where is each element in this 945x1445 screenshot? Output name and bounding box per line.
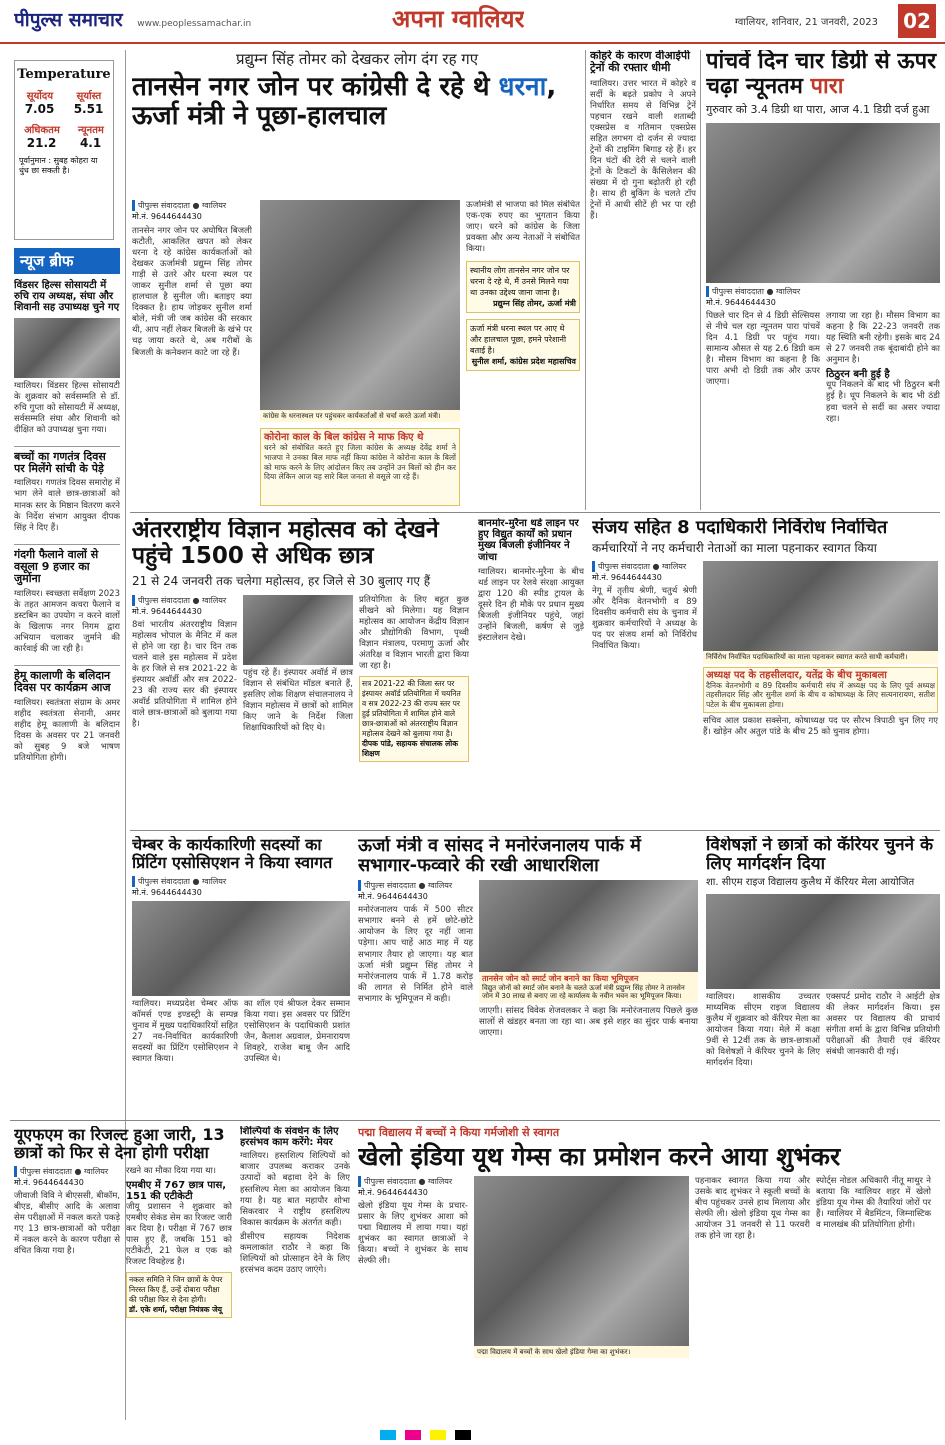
brief-body: ग्वालियर। स्वच्छता सर्वेक्षण 2023 के तहत आमजन कचरा फैलाने व डस्टबिन का उपयोग न करने वालों के खिलाफ नगर निगम द्वारा अभियान चलाकर जुर्माने की कार्रवाई की जा रही है। <box>14 588 120 654</box>
column-rule <box>700 50 701 510</box>
games-caption: पद्मा विद्यालय में बच्चों के साथ खेलो इंडिया गेम्स का शुभंकर। <box>474 1346 689 1358</box>
black-swatch <box>455 1430 471 1440</box>
phone: मो.नं. 9644644430 <box>132 887 202 897</box>
min-temp: 4.1 <box>79 136 102 150</box>
sunrise-label: सूर्योदय <box>26 91 53 102</box>
brief-headline: गंदगी फैलाने वालों से वसूला 9 हजार का जुर्माना <box>14 544 120 586</box>
science-photo <box>243 595 353 665</box>
brief-headline: बच्चों का गणतंत्र दिवस पर मिलेंगे सांची के पेड़े <box>14 446 120 476</box>
train-story <box>590 50 696 508</box>
lead-right-col <box>466 200 580 505</box>
train-body: ग्वालियर। उत्तर भारत में कोहरे व सर्दी के बढ़ते प्रकोप ने अपने निर्धारित समय से विभिन्न ट्रेनें पहचान रखने वाली शताब्दी एक्सप्रेस व गतिमान एक्सप्रेस सहित लगभग दो दर्जन से ज्यादा ट्रेनों की टाइमिंग बिगाड़ रहे हैं। हर दिन घंटों की देरी से चलने वाली ट्रेनों के टिकटों के कैंसिलेशन की संख्या में दो गुना बढ़ोतरी हो रही है। साथ ही बुकिंग के चलते टॉप ट्रेनों में आधी सीटें ही भर पा रही हैं। <box>590 78 696 222</box>
games-right-body2: स्पोर्ट्स नोडल अधिकारी नीतू माथुर ने बताया कि ग्वालियर शहर में खेलो इंडिया यूथ गेम्स की तैयारियां जोरों पर हैं। ग्वालियर में बैडमिंटन, जिम्नास्टिक व मालखंब की प्रतियोगिता होगी। <box>816 1175 931 1230</box>
temp-labels <box>15 122 113 136</box>
lead-kicker: प्रद्युम्न सिंह तोमर को देखकर लोग दंग रह गए <box>235 50 479 68</box>
max-temp: 21.2 <box>26 136 57 150</box>
sidebox-body: धरने को संबोधित करते हुए जिला कांग्रेस के अध्यक्ष देवेंद्र शर्मा ने भाजपा ने उनका बिल माफ नहीं किया कांग्रेस ने कोरोना काल के बिलों को माफ करने के लिए आंदोलन किए तब उन्होंने उन बिलों को हीन कर दिया लेकिन आज यह सारे बिल जनता से वसूले जा रहे हैं। <box>264 443 456 482</box>
cold-body: पिछले चार दिन से 4 डिग्री सेल्सियस से नीचे चल रहा न्यूनतम पारा पांचवें दिन 4.1 डिग्री पर पहुंच गया। सामान्य औसत से यह 2.6 डिग्री कम है। मौसम विभाग का कहना है कि पारा अभी दो डिग्री तक और ऊपर जाएगा। <box>706 311 820 388</box>
cold-side-body: लगाया जा रहा है। मौसम विभाग का कहना है कि 22-23 जनवरी तक यह स्थिति बनी रहेगी। इसके बाद 24 से 27 जनवरी तक बूंदाबांदी होने का अनुमान है। <box>826 311 940 366</box>
yellow-swatch <box>430 1430 446 1440</box>
sun-labels <box>15 88 113 102</box>
park-headline: ऊर्जा मंत्री व सांसद ने मनोरंजनालय पार्क में सभागार-फव्वारे की रखी आधारशिला <box>358 836 641 877</box>
quote-author: डॉ. एके शर्मा, परीक्षा नियंत्रक जेयू <box>129 1304 223 1314</box>
note-text: सत्र 2021-22 की जिला स्तर पर इंस्पायर अवॉर्ड प्रतियोगिता में चयनित व सत्र 2022-23 की राज्य स्तर पर हुई प्रतियोगिता में शामिल होने वाले छात्र-छात्राओं को अंतरराष्ट्रीय विज्ञान महोत्सव देखने को बुलाया गया है। <box>362 678 461 738</box>
phone: मो.नं. 9644644430 <box>592 573 662 583</box>
electric-story <box>478 518 584 826</box>
byline: पीपुल्स संवाददाता ● ग्वालियर <box>132 200 252 211</box>
park-body2: जाएगी। सांसद विवेक शेजवलकर ने कहा कि मनोरंजनालय पिछले कुछ सालों से खंडहर बनता जा रहा था। अब इसे शहर का सुंदर पार्क बनाया जाएगा। <box>479 1005 698 1038</box>
row-rule <box>130 830 940 831</box>
quote-text: नकल समिति ने जिन छात्रों के पेपर निरस्त किए हैं, उन्हें दोबारा परीक्षा की परीक्षा फिर से देना होगी। <box>129 1274 223 1304</box>
quote-text: ऊर्जा मंत्री धरना स्थल पर आए थे और हालचाल पूछा, हमने परेशानी बताई है। <box>470 324 567 356</box>
science-col3 <box>359 595 469 762</box>
phone: मो.नं. 9644644430 <box>132 212 202 221</box>
union-col2 <box>703 561 938 738</box>
weather-title: Temperature <box>17 67 111 82</box>
brief-title: न्यूज ब्रीफ <box>14 248 120 274</box>
dateline: ग्वालियर, शनिवार, 21 जनवरी, 2023 <box>735 17 879 28</box>
chamber-body: ग्वालियर। मध्यप्रदेश चेम्बर ऑफ कॉमर्स एण्ड इण्डस्ट्री के सम्पन्न चुनाव में मुख्य पदाधिकारियों सहित 27 नव-निर्वाचित कार्यकारिणी सदस्यों का प्रिंटिंग एसोसिएशन ने स्वागत किया। <box>132 998 238 1065</box>
union-box <box>703 667 938 713</box>
quote-box <box>466 261 580 313</box>
cold-side-body2: धूप निकलने के बाद भी ठिठुरन बनी हुई है। धूप निकलने के बाद भी ठंडी हवा चलने से सर्दी का असर ज्यादा रहा। <box>826 380 940 424</box>
games-photo <box>474 1176 689 1346</box>
union-box-body: दैनिक वेतनभोगी व 89 दिवसीय कर्मचारी संघ में अध्यक्ष पद के लिए पूर्व अध्यक्ष तहसीलदार सिंह और सुनील शर्मा के बीच व कोषाध्यक्ष के लिए सत्यनारायण, सतीश पटेल के बीच मुकाबला होगा। <box>706 680 935 710</box>
quote-box <box>466 319 580 371</box>
section-title: अपना ग्वालियर <box>392 5 525 33</box>
phone: मो.नं. 9644644430 <box>14 1177 84 1187</box>
games-col2 <box>474 1176 689 1358</box>
park-col2 <box>479 880 698 1039</box>
cyan-swatch <box>380 1430 396 1440</box>
union-caption: निर्विरोध निर्वाचित पदाधिकारियों का माला पहनाकर स्वागत करते साथी कर्मचारी। <box>703 651 938 663</box>
chamber-body2: का शॉल एवं श्रीफल देकर सम्मान किया गया। इस अवसर पर प्रिंटिंग एसोसिएशन के पदाधिकारी प्रशांत जैन, कैलाश अग्रवाल, प्रेमनारायण शिवहरे, राजेश बाबू जैन आदि उपस्थित थे। <box>244 998 350 1065</box>
park-caption-box <box>479 972 698 1002</box>
masthead <box>0 0 945 44</box>
sunset-label: सूर्यास्त <box>76 91 102 102</box>
chamber-columns <box>132 999 350 1065</box>
games-right-body: पहनाकर स्वागत किया गया और उसके बाद शुभंकर ने स्कूली बच्चों के बीच पहुंचकर उनसे हाथ मिलाया और सेल्फी ली। खेलो इंडिया यूथ गेम्स का आयोजन 31 जनवरी से 11 फरवरी तक होने जा रहा है। <box>695 1175 810 1241</box>
quote-author: प्रद्युम्न सिंह तोमर, ऊर्जा मंत्री <box>493 299 576 309</box>
games-body: खेलो इंडिया यूथ गेम्स के प्रचार-प्रसार के लिए शुभंकर आशा को पद्मा विद्यालय में लाया गया। यहां शुभंकर का स्वागत छात्राओं ने किया। बच्चों ने शुभंकर के साथ सेल्फी ली। <box>358 1200 468 1266</box>
lead-photo <box>260 200 460 410</box>
games-columns <box>358 1176 940 1358</box>
games-col1 <box>358 1176 468 1358</box>
park-caption-head: तानसेन जोन को स्मार्ट जोन बनाने का किया भूमिपूजन <box>482 974 639 984</box>
lead-story <box>132 50 582 508</box>
games-story <box>358 1126 940 1421</box>
result-box-body: जीयू प्रशासन ने शुक्रवार को एमबीए सेकंड सेम का रिजल्ट जारी कर दिया है। परीक्षा में 767 छात्र पास हुए हैं, जबकि 151 को एटीकेटी, 21 फेल व एक को रिजल्ट विथहेल्ड है। <box>126 1202 232 1268</box>
result-col2 <box>126 1166 232 1318</box>
career-story <box>706 836 940 1116</box>
train-headline: कोहरे के कारण वीआईपी ट्रेनों की रफ्तार धीमी <box>590 50 691 75</box>
cold-headline-a: पांचवें दिन चार डिग्री से ऊपर चढ़ा न्यूनतम <box>706 50 937 99</box>
brief-body: ग्वालियर। स्वतंत्रता संग्राम के अमर शहीद स्वतंत्रता सेनानी, अमर शहीद हेमू कालाणी के बलिदान दिवस के अवसर पर 21 जनवरी को सुबह 9 बजे भाषण प्रतियोगिता होगी। <box>14 697 120 763</box>
union-story <box>592 518 940 826</box>
science-col2 <box>243 595 353 762</box>
result-box-head: एमबीए में 767 छात्र पास, 151 की एटीकेटी <box>126 1179 227 1203</box>
career-body: ग्वालियर। शासकीय उच्चतर माध्यमिक सीएम राइज विद्यालय कुलैथ में शुक्रवार को कॅरियर मेला का आयोजन किया गया। मेले में कक्षा 9वीं से 12वीं तक के छात्र-छात्राओं को विशेषज्ञों ने कॅरियर चुनने के लिए मार्गदर्शन दिया। <box>706 991 820 1068</box>
career-photo <box>706 894 940 989</box>
park-photo <box>479 880 698 972</box>
lead-headline-highlight: धरना <box>498 71 547 102</box>
weather-box <box>14 60 114 240</box>
sunrise-value: 7.05 <box>24 102 55 116</box>
lead-side-body: ऊर्जामंत्री से भाजपा को मिल संबंधित एक-एक रुपए का भुगतान किया जाए। धरने को कांग्रेस के जिला प्रवक्ता और अन्य नेताओं ने संबोधित किया। <box>466 200 580 255</box>
park-story <box>358 836 698 1116</box>
magenta-swatch <box>405 1430 421 1440</box>
cold-story <box>706 50 940 508</box>
result-headline: यूएफएम का रिजल्ट हुआ जारी, 13 छात्रों को फिर से देना होगी परीक्षा <box>14 1126 225 1162</box>
byline: पीपुल्स संवाददाता ● ग्वालियर <box>706 286 940 297</box>
lead-body: तानसेन नगर जोन पर अघोषित बिजली कटौती, आकलित खपत को लेकर धरना दे रहे कांग्रेस कार्यकर्ताओं को देखकर ऊर्जामंत्री प्रद्युम्न सिंह तोमर गाड़ी से उतरे और धरना स्थल पर जाकर सुनील शर्मा से पूछा क्या हालचाल है सुनील जी। बताइए क्या दिक्कत है। हाथ जोड़कर सुनील शर्मा बोले, मंत्री जी जब कांग्रेस की सरकार थी, आप नहीं लेकर बिजली के खंभे पर चढ़ जाया करते थे, अब गरीबों के बिजली के कनेक्शन काटे जा रहे हैं। <box>132 226 252 358</box>
page-number: 02 <box>898 4 936 38</box>
forecast-text: पूर्वानुमान : सुबह कोहरा या धुंध छा सकती है। <box>19 156 98 175</box>
craft-headline: शिल्पियों के संवर्धन के लिए हरसंभव काम करेंगे: मेयर <box>240 1126 339 1149</box>
lead-headline-b: , ऊर्जा मंत्री ने पूछा-हालचाल <box>132 71 557 131</box>
craft-body2: डीसीएच सहायक निदेशक कमलाकांत राठौर ने कहा कि शिल्पियों को प्रोत्साहन देने के लिए हरसंभव कदम उठाए जाएंगे। <box>240 1231 350 1275</box>
row-rule <box>10 1120 940 1121</box>
cold-columns <box>706 311 940 425</box>
career-columns <box>706 992 940 1069</box>
phone: मो.नं. 9644644430 <box>706 298 776 307</box>
science-mid-body: पहुंच रहे हैं। इंस्पायर अवॉर्ड में छात्र विज्ञान से संबंधित मॉडल बनाते हैं, इसलिए लोक शिक्षण संचालनालय ने विज्ञान महोत्सव में छात्रों को शामिल किए जाने के निर्देश जिला शिक्षाधिकारियों को दिए थे। <box>243 667 353 733</box>
row-rule <box>130 512 940 513</box>
lead-left-col <box>132 200 252 505</box>
min-label: न्यूनतम <box>77 125 104 136</box>
career-body2: एक्सपर्ट प्रमोद राठौर ने आईटी क्षेत्र की लेकर मार्गदर्शन किया। इस अवसर पर विद्यालय की प्राचार्य संगीता शर्मा के द्वारा विभिन्न प्रतियोगी परीक्षाओं की तैयारी एवं कॅरियर संबंधी जानकारी दी गई। <box>826 991 940 1057</box>
lead-headline-a: तानसेन नगर जोन पर कांग्रेसी दे रहे थे <box>132 71 490 102</box>
brand-name: पीपुल्स समाचार <box>14 9 123 31</box>
science-col1 <box>132 595 237 762</box>
union-photo <box>703 561 938 651</box>
website: www.peoplessamachar.in <box>137 19 252 29</box>
lead-photo-block <box>260 200 460 425</box>
cold-headline-highlight: पारा <box>810 73 844 99</box>
cold-headline <box>706 50 940 99</box>
byline: पीपुल्स संवाददाता ● ग्वालियर <box>14 1166 120 1177</box>
science-columns <box>132 595 472 762</box>
byline: पीपुल्स संवाददाता ● ग्वालियर <box>592 561 697 572</box>
brief-headline: विंडसर हिल्स सोसायटी में रुचि राय अध्यक्ष, संघा और शिवानी सह उपाध्यक्ष चुने गए <box>14 280 120 314</box>
park-caption: विद्युत जोनों को स्मार्ट जोन बनाने के चलते ऊर्जा मंत्री प्रद्युम्न सिंह तोमर ने तानसेन जोन में 30 लाख से बनाए जा रहे कार्यालय के नवीन भवन का भूमिपूजन किया। <box>482 983 685 1001</box>
byline: पीपुल्स संवाददाता ● ग्वालियर <box>358 1176 468 1187</box>
science-right-body: प्रतियोगिता के लिए बहुत कुछ सीखने को मिलेगा। यह विज्ञान महोत्सव का आयोजन केंद्रीय विज्ञान और प्रौद्योगिकी विभाग, पृथ्वी विज्ञान मंत्रालय, परमाणु ऊर्जा और अंतरिक्ष व विज्ञान भारती द्वारा किया जा रहा है। <box>359 594 469 671</box>
career-headline: विशेषज्ञों ने छात्रों को कॅरियर चुनने के लिए मार्गदर्शन दिया <box>706 836 933 875</box>
result-columns <box>14 1166 232 1318</box>
result-col1 <box>14 1166 120 1318</box>
lead-sidebox <box>260 428 460 506</box>
sidebox-title: कोरोना काल के बिल कांग्रेस ने माफ किए थे <box>264 432 424 443</box>
quote-text: स्थानीय लोग तानसेन नगर जोन पर धरना दे रहे थे, मैं उनसे मिलने गया था उनका उद्देश्य जाना जाना है। <box>470 266 570 298</box>
union-subhead: कर्मचारियों ने नए कर्मचारी नेताओं का माला पहनाकर स्वागत किया <box>592 541 877 556</box>
science-subhead: 21 से 24 जनवरी तक चलेगा महोत्सव, हर जिले से 30 बुलाए गए हैं <box>132 573 431 588</box>
lead-caption: कांग्रेस के धरनास्थल पर पहुंचकर कार्यकर्ताओं से चर्चा करते ऊर्जा मंत्री। <box>260 410 460 422</box>
cold-photo <box>706 123 940 283</box>
chamber-headline: चेम्बर के कार्यकारिणी सदस्यों का प्रिंटिंग एसोसिएशन ने किया स्वागत <box>132 836 333 872</box>
byline: पीपुल्स संवाददाता ● ग्वालियर <box>132 876 350 887</box>
phone: मो.नं. 9644644430 <box>358 892 428 902</box>
games-kicker: पद्मा विद्यालय में बच्चों ने किया गर्मजोशी से स्वागत <box>358 1126 560 1139</box>
union-box-title: अध्यक्ष पद के तहसीलदार, यतेंद्र के बीच मुकाबला <box>706 669 887 681</box>
cold-side <box>826 311 940 425</box>
electric-body: ग्वालियर। बानमोर-मुरैना के बीच थर्ड लाइन पर रेलवे संरक्षा आयुक्त द्वारा 120 की स्पीड ट्रायल के दूसरे दिन ही मौके पर प्रधान मुख्य बिजली इंजीनियर पहुंचे, जहां उन्होंने बिजली, कर्षण से जुड़े इंस्टालेशन देखे। <box>478 566 584 644</box>
newspaper-brand <box>14 6 251 32</box>
electric-headline: बानमोर-मुरैना थर्ड लाइन पर हुए विद्युत कार्यों को प्रधान मुख्य बिजली इंजीनियर ने जांचा <box>478 518 579 563</box>
science-story <box>132 518 472 826</box>
result-story <box>14 1126 232 1421</box>
sun-values <box>15 102 113 116</box>
park-body: मनोरंजनालय पार्क में 500 सीटर सभागार बनने से हमें छोटे-छोटे आयोजन के लिए दूर नहीं जाना पड़ेगा। आप चाहें आठ माह में यह सभागार तैयार हो जाएगा। यह बात ऊर्जा मंत्री प्रद्युम्न सिंह तोमर ने मनोरंजनालय पार्क में 1.78 करोड़ की लागत से निर्मित होने वाले सभागार के भूमिपूजन में कही। <box>358 905 473 1004</box>
union-tail: सचिव आल प्रकाश सक्सेना, कोषाध्यक्ष पद पर सौरभ त्रिपाठी चुन लिए गए हैं। खोड़ेन और अतुल पांडे के बीच 25 को चुनाव होगा। <box>703 715 938 738</box>
sunset-value: 5.51 <box>73 102 104 116</box>
union-col1 <box>592 561 697 738</box>
result-body: जीवाजी विवि ने बीएससी, बीकॉम, बीएड, बीसीए आदि के अलावा सेम परीक्षाओं में नकल करते पकड़े गए 13 छात्र-छात्राओं को परीक्षा में नकल करने के कारण परीक्षा से वंचित किया गया है। <box>14 1190 120 1257</box>
max-label: अधिकतम <box>24 125 60 136</box>
union-headline: संजय सहित 8 पदाधिकारी निर्विरोध निर्वाचित <box>592 518 888 538</box>
craft-body: ग्वालियर। हस्तशिल्प शिल्पियों को बाजार उपलब्ध कराकर उनके उत्पादों को बढ़ावा देने के लिए हस्तशिल्प मेला का आयोजन किया गया है। यह बात महापौर शोभा सिकरवार ने राष्ट्रीय हस्तशिल्प विकास कार्यक्रम के अंतर्गत कही। <box>240 1151 350 1228</box>
union-body: नेगू में तृतीय श्रेणी, चतुर्थ श्रेणी और दैनिक वेतनभोगी व 89 दिवसीय कर्मचारी संघ के चुनाव में शुक्रवार कर्मचारियों ने अध्यक्ष के पद पर संजय शर्मा को निर्विरोध निर्वाचित किया। <box>592 586 697 652</box>
cold-subhead: गुरुवार को 3.4 डिग्री था पारा, आज 4.1 डिग्री दर्ज हुआ <box>706 103 930 117</box>
craft-story <box>240 1126 350 1421</box>
phone: मो.नं. 9644644430 <box>358 1187 428 1197</box>
career-subhead: शा. सीएम राइज विद्यालय कुलैथ में कॅरियर मेला आयोजित <box>706 877 915 889</box>
science-note <box>359 676 469 762</box>
brief-photo <box>14 318 120 378</box>
brief-body: ग्वालियर। गणतंत्र दिवस समारोह में भाग लेने वाले छात्र-छात्राओं को मानक स्तर के मिष्ठान वितरण करने के निर्देश संभाग आयुक्त दीपक सिंह ने दिए हैं। <box>14 478 120 533</box>
result-mid: रखने का मौका दिया गया था। <box>126 1165 217 1176</box>
cold-subhead2: ठिठुरन बनी हुई है <box>826 369 890 381</box>
chamber-story <box>132 836 350 1116</box>
result-quote <box>126 1272 232 1318</box>
column-rule <box>585 50 586 510</box>
games-headline: खेलो इंडिया यूथ गेम्स का प्रमोशन करने आया शुभंकर <box>358 1141 841 1171</box>
phone: मो.नं. 9644644430 <box>132 606 202 616</box>
byline: पीपुल्स संवाददाता ● ग्वालियर <box>358 880 473 891</box>
union-columns <box>592 561 940 738</box>
brief-headline: हेमू कालाणी के बलिदान दिवस पर कार्यक्रम आज <box>14 665 120 695</box>
note-author: दीपक पांडे, सहायक संचालक लोक शिक्षण <box>362 738 458 758</box>
quote-author: सुनील शर्मा, कांग्रेस प्रदेश महासचिव <box>471 357 576 367</box>
lead-headline <box>132 73 582 131</box>
science-body: 8वां भारतीय अंतरराष्ट्रीय विज्ञान महोत्सव भोपाल के मैनिट में कल से होने जा रहा है। चार दिन तक चलने वाले इस महोत्सव में प्रदेश के हर जिले से सत्र 2021-22 के इंस्पायर अवॉर्डी और सत्र 2022-23 की राज्य स्तर की इंस्पायर अवॉर्ड प्रतियोगिता में शामिल होने वाले छात्र-छात्राओं को बुलाया गया है। <box>132 619 237 729</box>
temp-values <box>15 136 113 150</box>
brief-body: ग्वालियर। विंडसर हिल्स सोसायटी के शुक्रवार को सर्वसम्मति से डॉ. रुचि गुप्ता को सोसायटी में अध्यक्ष, सर्वसम्मति संघा और शिवानी को दीक्षित को उपाध्यक्ष चुना गया। <box>14 380 120 435</box>
print-registration-marks <box>0 1425 945 1445</box>
park-col1 <box>358 880 473 1039</box>
chamber-photo <box>132 901 350 996</box>
science-headline: अंतरराष्ट्रीय विज्ञान महोत्सव को देखने पहुंचे 1500 से अधिक छात्र <box>132 518 439 569</box>
park-columns <box>358 880 698 1039</box>
byline: पीपुल्स संवाददाता ● ग्वालियर <box>132 595 237 606</box>
